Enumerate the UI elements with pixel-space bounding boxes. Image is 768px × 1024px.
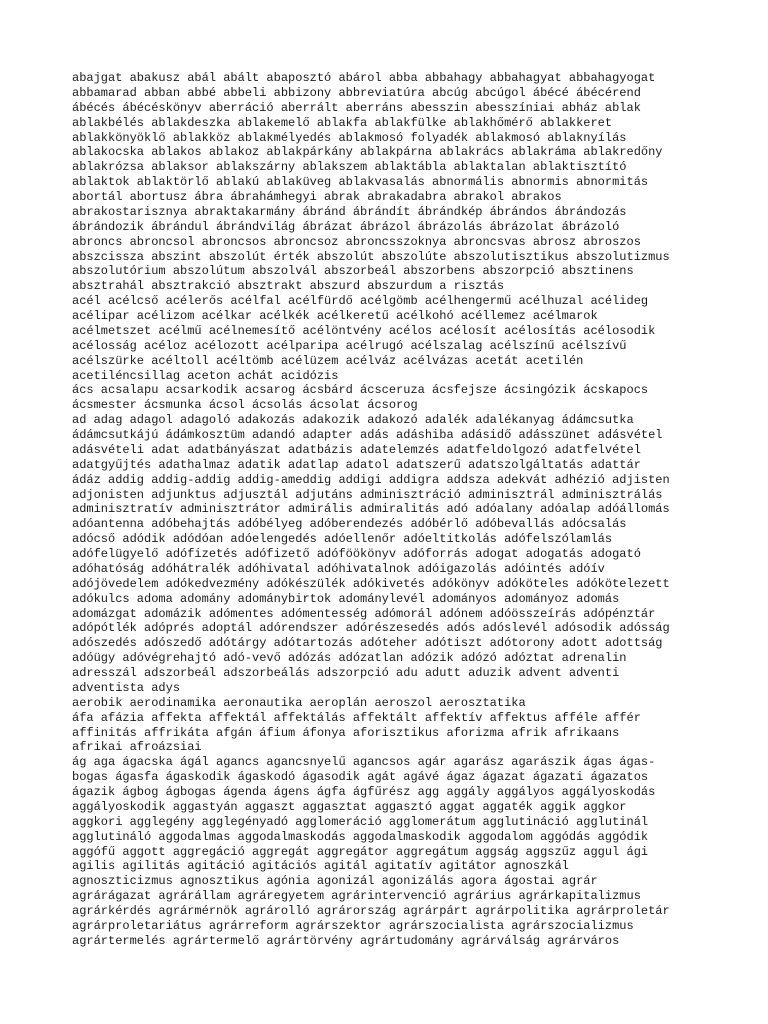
word-list-line: absztrahál absztrakció absztrakt abszurd abszurdum a risztás (72, 279, 505, 294)
word-list-line: ádáz addig addig-addig addig-ameddig addigi addigra addsza adekvát adhézió adjisten (72, 472, 670, 487)
word-list-line: acélmetszet acélmű acélnemesítő acélöntvény acélos acélosít acélosítás acélosodik (72, 323, 656, 338)
word-list-line: ad adag adagol adagoló adakozás adakozik adakozó adalék adalékanyag ádámcsutka (72, 413, 634, 428)
word-list-line: acélosság acéloz acélozott acélparipa acélrugó acélszalag acélszínű acélszívű (72, 338, 627, 353)
word-list-line: adásvételi adat adatbányászat adatbázis adatelemzés adatfeldolgozó adatfelvétel (72, 442, 641, 457)
word-list-line: ádámcsutkájú ádámkosztüm adandó adapter adás adáshiba adásidő adásszünet adásvétel (72, 428, 663, 442)
word-list-line: adóhatóság adóhátralék adóhivatal adóhivatalnok adóigazolás adóintés adóív (72, 561, 605, 576)
word-list-line: ablakkönyöklő ablakköz ablakmélyedés ablakmosó folyadék ablakmosó ablaknyílás (72, 130, 627, 145)
word-list-line: afrikai afroázsiai (72, 740, 202, 755)
word-list-line: abajgat abakusz abál abált abaposztó abárol abba abbahagy abbahagyat abbahagyogat (72, 71, 656, 85)
word-list-line: acélipar acélizom acélkar acélkék acélkeretű acélkohó acéllemez acélmarok (72, 309, 598, 323)
word-list-line: adóantenna adóbehajtás adóbélyeg adóberendezés adóbérlő adóbevallás adócsalás (72, 517, 627, 532)
word-list-line: ábrándozik ábrándul ábrándvilág ábrázat ábrázol ábrázolás ábrázolat ábrázoló (72, 219, 620, 234)
word-list-line: abbamarad abban abbé abbeli abbizony abbreviatúra abcúg abcúgol ábécé ábécérend (72, 85, 641, 100)
word-list-line: ábécés ábécéskönyv aberráció aberrált aberráns abesszin abesszíniai abház ablak (72, 100, 641, 115)
word-list-line: affinitás affrikáta afgán áfium áfonya aforisztikus aforizma afrik afrikaans (72, 725, 620, 740)
word-list-line: ács acsalapu acsarkodik acsarog ácsbárd ácsceruza ácsfejsze ácsingózik ácskapocs (72, 383, 649, 398)
word-list-line: aggkori agglegény agglegényadó agglomeráció agglomerátum agglutináció agglutinál (72, 814, 649, 829)
word-list-line: bogas ágasfa ágaskodik ágaskodó ágasodik agát agávé ágaz ágazat ágazati ágazatos (72, 770, 649, 785)
word-list-line: abszcissza abszint abszolút érték abszolút abszolúte abszolutisztikus abszolutizmus (72, 249, 670, 264)
word-list-line: ablakrózsa ablaksor ablakszárny ablakszem ablaktábla ablaktalan ablaktisztító (72, 160, 627, 175)
word-list-line: aggófű aggott aggregáció aggregát aggregátor aggregátum aggság aggszűz aggul ági (72, 844, 649, 859)
word-list-line: agrárproletariátus agrárreform agrárszektor agrárszocialista agrárszocializmus (72, 918, 634, 933)
word-list-line: adójövedelem adókedvezmény adókészülék adókivetés adókönyv adóköteles adókötelezett (72, 576, 670, 591)
word-list-line: adminisztratív adminisztrátor admirális admiralitás adó adóalany adóalap adóállomás (72, 502, 670, 517)
word-list-line: adjonisten adjunktus adjusztál adjutáns adminisztráció adminisztrál adminisztrálás (72, 487, 663, 502)
word-list-line: adószedés adószedő adótárgy adótartozás adóteher adótiszt adótorony adott adottság (72, 636, 663, 651)
word-list-line: adóügy adóvégrehajtó adó-vevő adózás adózatlan adózik adózó adóztat adrenalin (72, 651, 627, 666)
word-list-line: agrárágazat agrárállam agráregyetem agrárintervenció agrárius agrárkapitalizmus (72, 889, 641, 904)
word-list-line: áfa afázia affekta affektál affektálás affektált affektív affektus afféle affér (72, 710, 641, 725)
word-list-line: ablakocska ablakos ablakoz ablakpárkány ablakpárna ablakrács ablakráma ablakredőny (72, 145, 663, 160)
word-list-line: ág aga ágacska ágál agancs agancsnyelű agancsos agár agarász agarászik ágas ágas- (72, 755, 656, 770)
word-list-line: aerobik aerodinamika aeronautika aeroplán aeroszol aerosztatika (72, 695, 526, 710)
word-list-line: abszolutórium abszolútum abszolvál abszorbeál abszorbens abszorpció absztinens (72, 264, 634, 279)
word-list-line: adatgyűjtés adathalmaz adatik adatlap adatol adatszerű adatszolgáltatás adattár (72, 457, 641, 472)
word-list-line: adópótlék adóprés adoptál adórendszer adórészesedés adós adóslevél adósodik adósság (72, 621, 670, 636)
word-list-line: acélszürke acéltoll acéltömb acélüzem acélváz acélvázas acetát acetilén (72, 353, 584, 368)
word-list-line: agrártermelés agrártermelő agrártörvény agrártudomány agrárválság agrárváros (72, 933, 620, 948)
word-list-line: acél acélcső acélerős acélfal acélfürdő acélgömb acélhengermű acélhuzal acélideg (72, 294, 649, 309)
word-list-page (72, 71, 712, 949)
word-list-line: ácsmester ácsmunka ácsol ácsolás ácsolat ácsorog (72, 398, 418, 413)
word-list-line: ágazik ágbog ágbogas ágenda ágens ágfa ágfűrész agg aggály aggályos aggályoskodás (72, 785, 656, 799)
word-list-line: adomázgat adomázik adómentes adómentesség adómorál adónem adóösszeírás adópénztár (72, 606, 656, 621)
word-list-line: agnoszticizmus agnosztikus agónia agonizál agonizálás agora ágostai agrár (72, 874, 598, 889)
word-list-line: adókulcs adoma adomány adománybirtok adománylevél adományos adományoz adomás (72, 591, 620, 606)
word-list-line: adófelügyelő adófizetés adófizető adóföökönyv adóforrás adogat adogatás adogató (72, 547, 641, 561)
word-list-line: agilis agilitás agitáció agitációs agitál agitatív agitátor agnoszkál (72, 859, 569, 874)
word-list-line: adócső adódik adódóan adóelengedés adóellenőr adóeltitkolás adófelszólamlás (72, 532, 613, 547)
word-list-line: adresszál adszorbeál adszorbeálás adszorpció adu adutt aduzik advent adventi (72, 666, 620, 680)
word-list-line: aggályoskodik aggastyán aggaszt aggasztat aggasztó aggat aggaték aggik aggkor (72, 799, 627, 814)
word-list-line: agrárkérdés agrármérnök agrárolló agrárország agrárpárt agrárpolitika agrárproletár (72, 904, 670, 918)
word-list-line: adventista adys (72, 680, 181, 695)
word-list-line: abortál abortusz ábra ábrahámhegyi abrak abrakadabra abrakol abrakos (72, 190, 562, 204)
word-list-line: abroncs abroncsol abroncsos abroncsoz abroncsszoknya abroncsvas abrosz abroszos (72, 234, 641, 249)
word-list-line: abrakostarisznya abraktakarmány ábránd ábrándít ábrándkép ábrándos ábrándozás (72, 204, 627, 219)
word-list-line: ablakbélés ablakdeszka ablakemelő ablakfa ablakfülke ablakhőmérő ablakkeret (72, 115, 613, 130)
word-list-line: ablaktok ablaktörlő ablakú ablaküveg ablakvasalás abnormális abnormis abnormitás (72, 175, 649, 190)
word-list-line: agglutináló aggodalmas aggodalmaskodás aggodalmaskodik aggodalom aggódás aggódik (72, 829, 649, 844)
word-list-line: acetiléncsillag aceton achát acidózis (72, 368, 339, 383)
